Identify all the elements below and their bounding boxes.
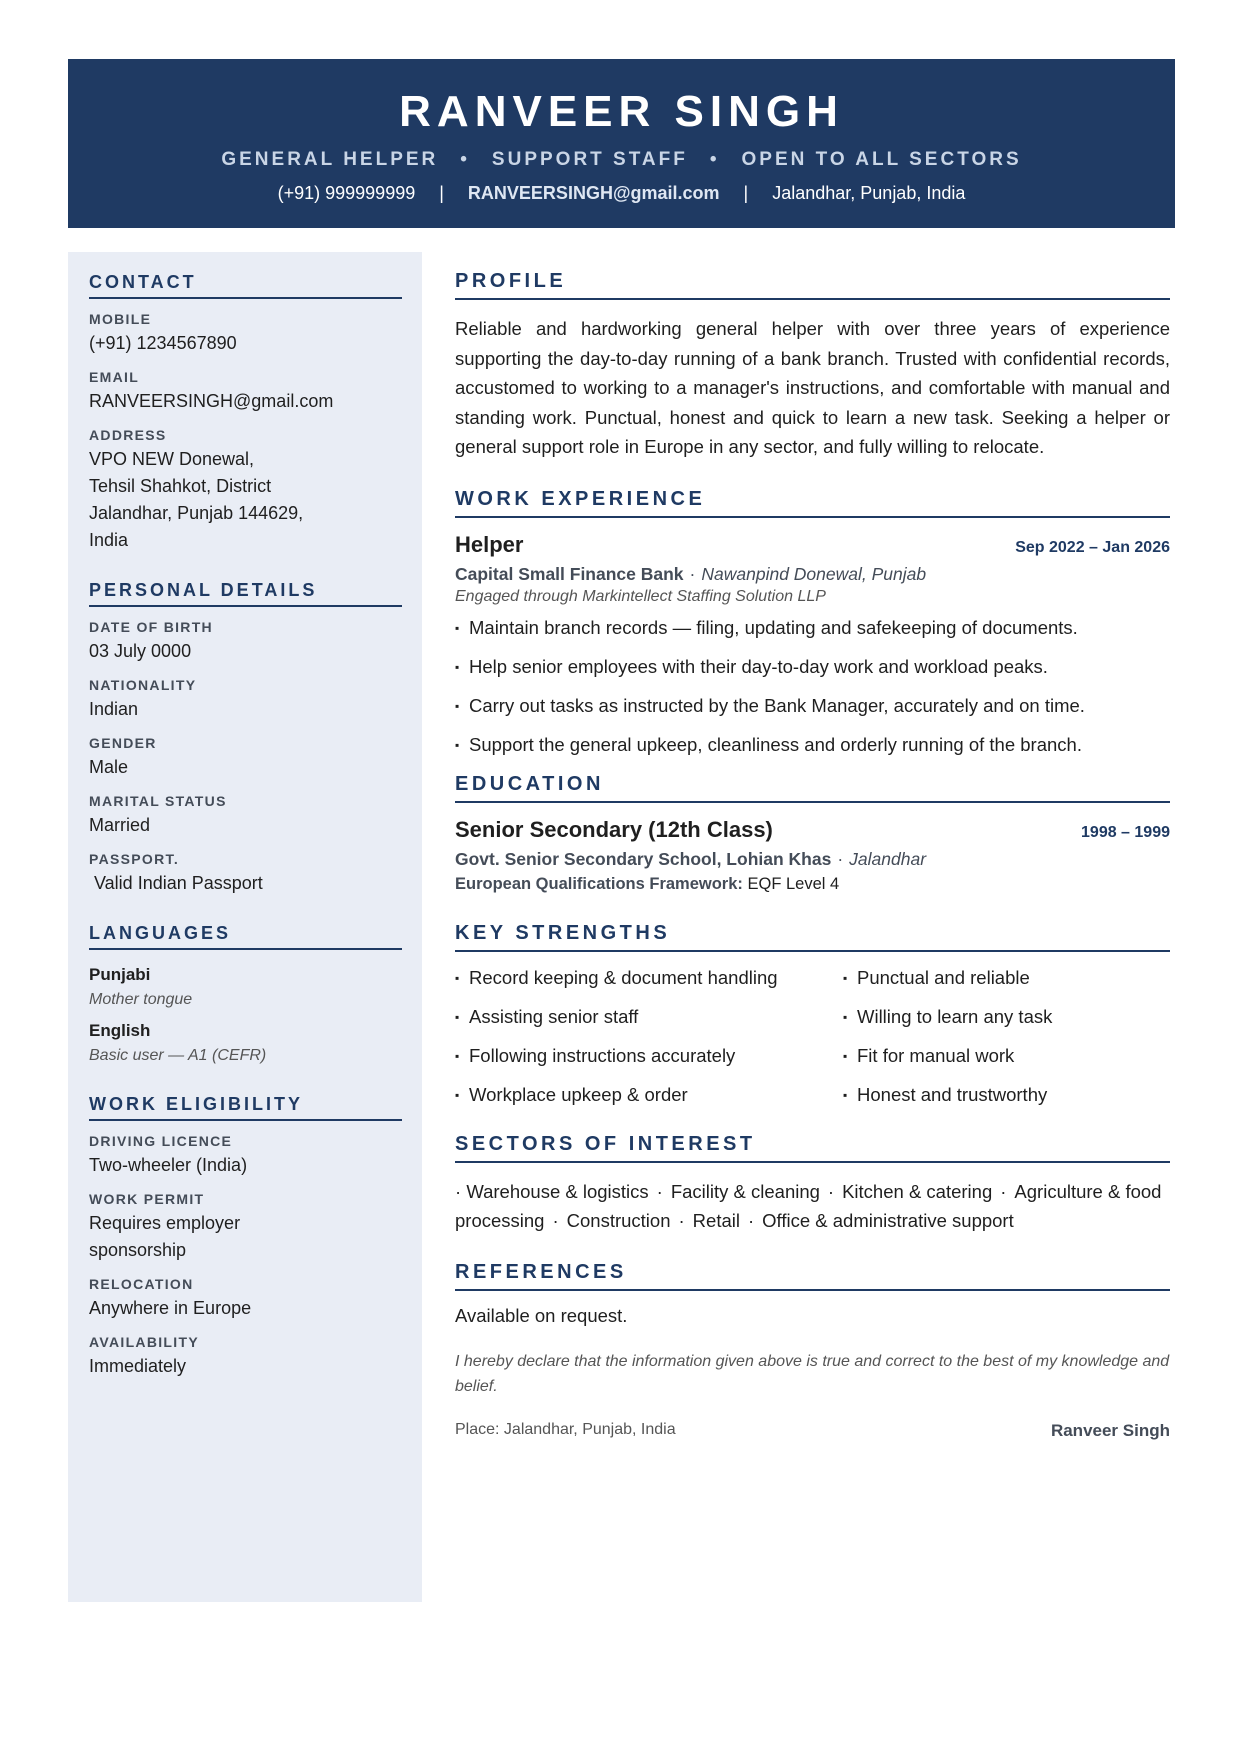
strength-item: ▪ Willing to learn any task: [843, 1005, 1163, 1029]
sector-separator: ·: [747, 1209, 755, 1231]
work-eligibility-section: [89, 1094, 402, 1380]
strength-item: ▪ Assisting senior staff: [455, 1005, 843, 1029]
work-permit-value: [89, 1210, 402, 1264]
tagline-dot: •: [709, 149, 720, 170]
work-permit-label: WORK PERMIT: [89, 1191, 205, 1207]
strength-item: ▪ Workplace upkeep & order: [455, 1083, 843, 1107]
relocation-value: Anywhere in Europe: [89, 1298, 252, 1318]
address-line-3: Jalandhar, Punjab 144629,: [89, 503, 304, 523]
contact-section: [89, 272, 402, 554]
language-level: Mother tongue: [89, 991, 193, 1008]
sector-item: Agriculture & food processing: [455, 1180, 1162, 1231]
eqf-label: European Qualifications Framework:: [455, 874, 743, 893]
candidate-name: RANVEER SINGH: [399, 87, 844, 136]
personal-details-section: [89, 580, 402, 897]
nationality-label: NATIONALITY: [89, 677, 197, 693]
sector-item: Warehouse & logistics: [466, 1180, 649, 1202]
job-bullet: ▪ Maintain branch records — filing, updating and safekeeping of documents.: [455, 616, 1170, 640]
tagline: [68, 149, 1175, 171]
address-value: [89, 446, 402, 554]
strength-item: ▪ Fit for manual work: [843, 1044, 1163, 1068]
school-separator: ·: [837, 848, 844, 869]
strengths-grid: [455, 966, 1170, 1107]
signature-row: [455, 1421, 1170, 1441]
strength-item: ▪ Honest and trustworthy: [843, 1083, 1163, 1107]
email-label: EMAIL: [89, 369, 140, 385]
sector-item: Office & administrative support: [762, 1209, 1014, 1231]
sector-item: Construction: [566, 1209, 671, 1231]
sectors-heading: SECTORS OF INTEREST: [455, 1133, 1170, 1163]
marital-status-value: Married: [89, 815, 151, 835]
header-email-link[interactable]: RANVEERSINGH@gmail.com: [467, 183, 720, 203]
sector-item: Retail: [692, 1209, 740, 1231]
language-name: Punjabi: [89, 965, 151, 984]
relocation-label: RELOCATION: [89, 1276, 194, 1292]
references-section: [455, 1261, 1170, 1441]
tagline-role-2: SUPPORT STAFF: [491, 149, 688, 170]
eqf-line: [455, 875, 1170, 894]
language-name: English: [89, 1021, 151, 1040]
job-bullet: ▪ Support the general upkeep, cleanliness and orderly running of the branch.: [455, 733, 1170, 757]
header-separator: |: [439, 183, 444, 203]
dob-value: 03 July 0000: [89, 641, 192, 661]
employer-separator: ·: [689, 563, 696, 584]
sector-lead-dot: ·: [455, 1180, 462, 1202]
sectors-section: [455, 1133, 1170, 1235]
languages-heading: LANGUAGES: [89, 923, 402, 950]
qualification-title: Senior Secondary (12th Class): [455, 816, 773, 842]
strength-item: ▪ Record keeping & document handling: [455, 966, 843, 990]
employer-line: [455, 564, 1170, 585]
email-value[interactable]: RANVEERSINGH@gmail.com: [89, 391, 334, 411]
nationality-value: Indian: [89, 699, 139, 719]
job-header: [455, 532, 1170, 558]
passport-value: Valid Indian Passport: [89, 873, 263, 893]
availability-value: Immediately: [89, 1356, 187, 1376]
declaration-text: I hereby declare that the information given above is true and correct to the best of my knowledge and belief.: [455, 1352, 1170, 1395]
school-location: Jalandhar: [849, 848, 927, 869]
sector-item: Kitchen & catering: [842, 1180, 993, 1202]
driving-licence-label: DRIVING LICENCE: [89, 1133, 233, 1149]
address-line-1: VPO NEW Donewal,: [89, 449, 255, 469]
employer-location: Nawanpind Donewal, Punjab: [701, 563, 927, 584]
education-heading: EDUCATION: [455, 773, 1170, 803]
strength-item: ▪ Following instructions accurately: [455, 1044, 843, 1068]
profile-heading: PROFILE: [455, 270, 1170, 300]
language-item: [89, 1018, 402, 1068]
education-header: [455, 817, 1170, 843]
school-line: [455, 849, 1170, 870]
tagline-role-1: GENERAL HELPER: [221, 149, 439, 170]
sector-separator: ·: [1000, 1180, 1007, 1202]
work-experience-section: [455, 488, 1170, 757]
mobile-value: (+91) 1234567890: [89, 333, 237, 353]
resume-header: [68, 59, 1175, 228]
strength-item: ▪ Punctual and reliable: [843, 966, 1163, 990]
sidebar: [68, 252, 422, 1602]
dob-label: DATE OF BIRTH: [89, 619, 213, 635]
passport-label: PASSPORT.: [89, 851, 180, 867]
header-location: Jalandhar, Punjab, India: [772, 183, 966, 203]
school-name: Govt. Senior Secondary School, Lohian Khas: [455, 848, 832, 869]
main-content: [455, 270, 1170, 1441]
personal-details-heading: PERSONAL DETAILS: [89, 580, 402, 607]
place-text: Place: Jalandhar, Punjab, India: [455, 1420, 676, 1438]
sector-separator: ·: [827, 1180, 835, 1202]
language-item: [89, 962, 402, 1012]
signature-name: Ranveer Singh: [1050, 1420, 1170, 1440]
sector-item: Facility & cleaning: [670, 1180, 820, 1202]
work-experience-heading: WORK EXPERIENCE: [455, 488, 1170, 518]
tagline-dot: •: [460, 149, 470, 170]
tagline-role-3: OPEN TO ALL SECTORS: [741, 149, 1022, 170]
address-line-2: Tehsil Shahkot, District: [89, 476, 272, 496]
profile-text: Reliable and hardworking general helper with over three years of experience supporting the day-to-day running of a bank branch. Trusted with confidential records, accustomed to working to a manager's instructions, and comfortable with manual and standing work. Punctual, honest and quick to learn a new task. Seeking a helper or general support role in Europe in any sector, and fully willing to relocate.: [455, 318, 1170, 457]
employer-name: Capital Small Finance Bank: [455, 563, 684, 584]
marital-status-label: MARITAL STATUS: [89, 793, 227, 809]
job-title: Helper: [455, 531, 524, 557]
job-bullet: ▪ Help senior employees with their day-to-day work and workload peaks.: [455, 655, 1170, 679]
header-contact-line: [68, 183, 1175, 204]
key-strengths-heading: KEY STRENGTHS: [455, 922, 1170, 952]
gender-value: Male: [89, 757, 129, 777]
address-line-4: India: [89, 530, 129, 550]
languages-section: [89, 923, 402, 1068]
gender-label: GENDER: [89, 735, 157, 751]
work-permit-line-1: Requires employer: [89, 1213, 241, 1233]
references-heading: REFERENCES: [455, 1261, 1170, 1291]
driving-licence-value: Two-wheeler (India): [89, 1155, 248, 1175]
references-text: Available on request.: [455, 1304, 628, 1326]
address-label: ADDRESS: [89, 427, 167, 443]
job-bullet: ▪ Carry out tasks as instructed by the Bank Manager, accurately and on time.: [455, 694, 1170, 718]
sectors-list: [455, 1177, 1170, 1235]
eqf-value: EQF Level 4: [742, 874, 840, 893]
job-bullets: [455, 616, 1170, 757]
header-separator: |: [743, 183, 749, 203]
sector-separator: ·: [656, 1180, 663, 1202]
availability-label: AVAILABILITY: [89, 1334, 199, 1350]
language-level: Basic user — A1 (CEFR): [89, 1047, 267, 1064]
mobile-label: MOBILE: [89, 311, 152, 327]
header-phone: (+91) 999999999: [277, 183, 416, 203]
key-strengths-section: [455, 922, 1170, 1107]
sidebar-content: [89, 272, 402, 1406]
contact-heading: CONTACT: [89, 272, 402, 299]
sector-separator: ·: [552, 1209, 559, 1231]
education-section: [455, 773, 1170, 894]
work-eligibility-heading: WORK ELIGIBILITY: [89, 1094, 402, 1121]
work-permit-line-2: sponsorship: [89, 1240, 187, 1260]
job-dates: Sep 2022 – Jan 2026: [1015, 538, 1170, 556]
profile-section: [455, 270, 1170, 462]
sector-separator: ·: [678, 1209, 685, 1231]
education-dates: 1998 – 1999: [1081, 823, 1170, 841]
staffing-agency: Engaged through Markintellect Staffing Solution LLP: [455, 587, 826, 605]
